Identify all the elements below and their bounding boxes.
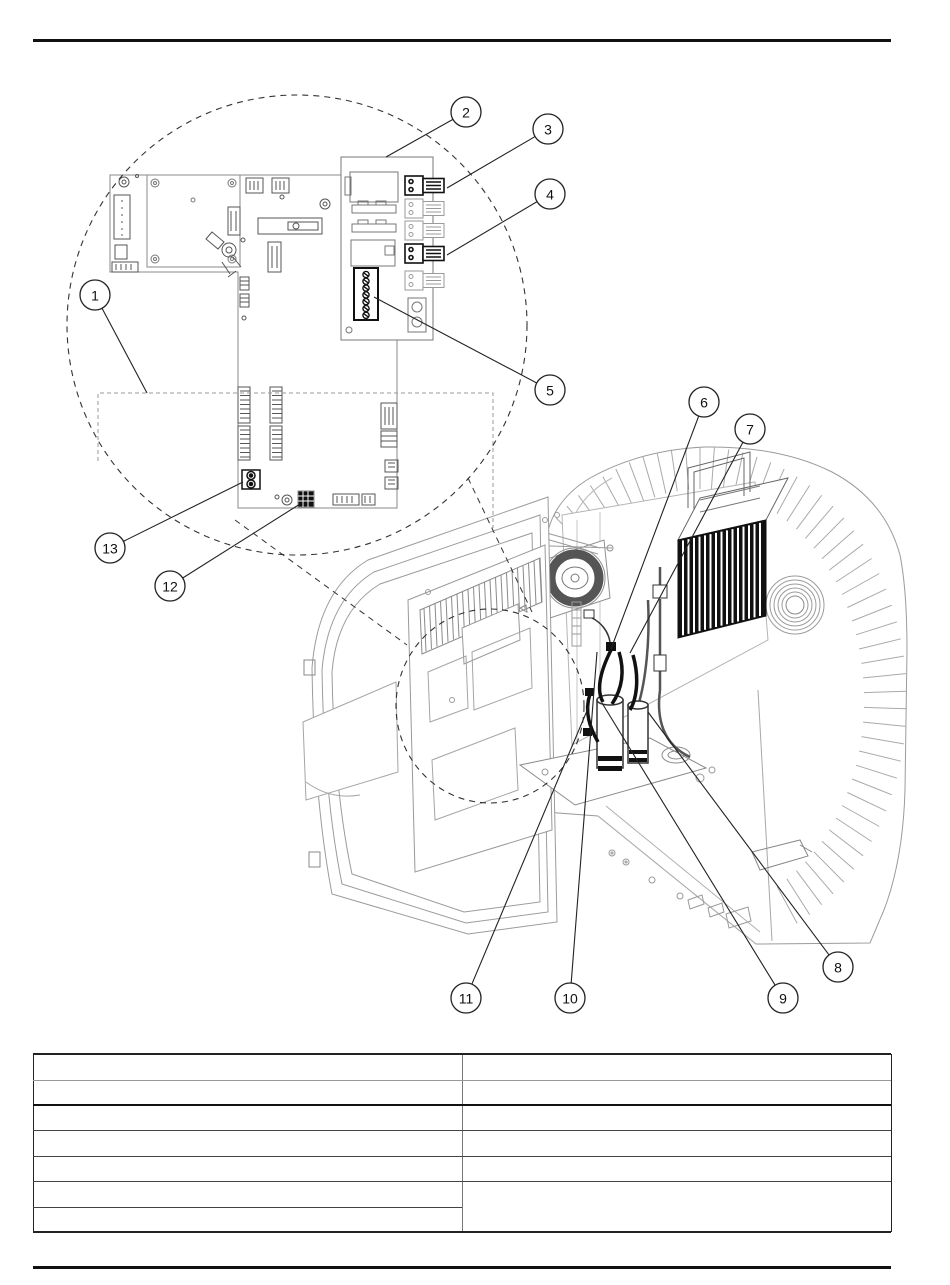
svg-text:2: 2 [462,104,470,121]
connector-13 [242,470,260,489]
callout-7 [735,414,765,444]
connector-plug-dark [405,244,444,263]
svg-text:13: 13 [102,540,118,557]
power-panel-board [341,157,444,340]
svg-text:11: 11 [458,990,474,1007]
callout-8 [823,952,853,982]
callout-13 [95,533,125,563]
connector-plug [405,271,444,290]
connector-plug [405,199,444,218]
svg-text:7: 7 [746,421,754,438]
table-row-sep-thick [33,1104,891,1106]
callout-12 [155,571,185,601]
table-row-sep-left-only [33,1207,462,1208]
connector-plug-dark [405,176,444,195]
table-row-sep [33,1156,891,1157]
callout-10 [555,983,585,1013]
callout-6 [689,387,719,417]
callout-5 [535,375,565,405]
callout-9 [768,983,798,1013]
table-row-sep [33,1130,891,1131]
callout-11 [451,983,481,1013]
callout-1 [80,280,110,310]
svg-text:6: 6 [700,394,708,411]
table-row-sep [33,1080,891,1081]
svg-text:8: 8 [834,959,842,976]
svg-text:1: 1 [91,287,99,304]
connector-plug [405,221,444,240]
callout-3 [533,114,563,144]
table-row-sep [33,1181,891,1182]
table-border-top [33,1053,891,1055]
svg-text:9: 9 [779,990,787,1007]
connector-12 [298,491,314,507]
svg-text:12: 12 [162,578,178,595]
svg-text:5: 5 [546,382,554,399]
svg-text:10: 10 [562,990,578,1007]
callout-2 [451,97,481,127]
callout-4 [535,179,565,209]
svg-text:3: 3 [544,121,552,138]
svg-text:4: 4 [546,186,554,203]
table-border-right [891,1054,892,1232]
table-border-bottom [33,1231,891,1233]
terminal-block-5 [354,268,378,320]
